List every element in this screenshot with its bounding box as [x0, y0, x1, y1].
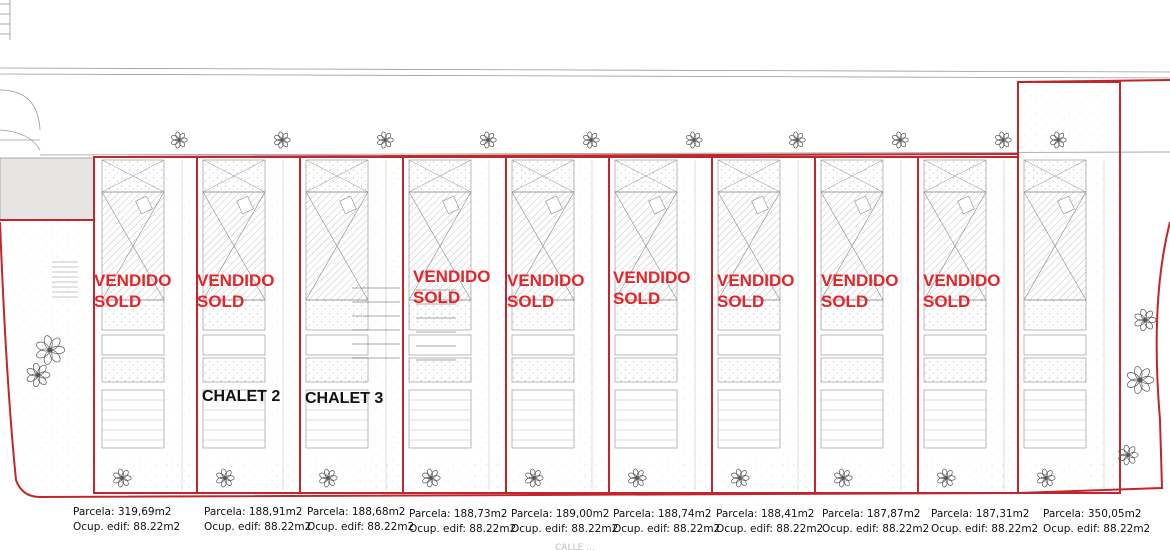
parcela-text: Parcela: 188,91m2 [204, 506, 303, 518]
parcela-text: Parcela: 188,68m2 [307, 506, 406, 518]
chalet-label: CHALET 2 [202, 388, 281, 405]
street-lines [0, 0, 1170, 155]
plot-area-label [409, 507, 516, 537]
parcela-text: Parcela: 187,87m2 [822, 508, 921, 520]
ocupacion-text: Ocup. edif: 88.22m2 [822, 523, 930, 535]
sold-label [821, 270, 898, 312]
plot-area-label [931, 507, 1038, 537]
plot-area-label [204, 505, 311, 535]
vendido-text: VENDIDO [923, 271, 1001, 290]
tree-icon [1134, 309, 1156, 332]
ocupacion-text: Ocup. edif: 88.22m2 [716, 523, 824, 535]
parcela-text: Parcela: 188,74m2 [613, 508, 712, 520]
sold-text: SOLD [507, 292, 555, 311]
parcela-text: Parcela: 189,00m2 [511, 508, 610, 520]
vendido-text: VENDIDO [613, 268, 691, 287]
sold-label [507, 270, 584, 312]
ocupacion-text: Ocup. edif: 88.22m2 [409, 523, 517, 535]
vendido-text: VENDIDO [717, 271, 795, 290]
plot-6 [609, 157, 712, 493]
street-label: CALLE ... [555, 543, 595, 550]
chalet-label: CHALET 3 [305, 390, 384, 407]
sold-text: SOLD [613, 289, 661, 308]
vendido-text: VENDIDO [413, 267, 491, 286]
tree-icon [171, 131, 188, 148]
ocupacion-text: Ocup. edif: 88.22m2 [613, 523, 721, 535]
plot-1 [94, 157, 197, 493]
sold-text: SOLD [923, 292, 971, 311]
ocupacion-text: Ocup. edif: 88.22m2 [1043, 523, 1151, 535]
sold-label [413, 266, 490, 308]
tree-icon [583, 131, 600, 148]
sold-label [717, 270, 794, 312]
plot-8 [815, 157, 918, 493]
vendido-text: VENDIDO [197, 271, 275, 290]
tree-icon [686, 131, 703, 148]
sold-text: SOLD [821, 292, 869, 311]
parcela-text: Parcela: 187,31m2 [931, 508, 1030, 520]
sold-text: SOLD [717, 292, 765, 311]
plot-7 [712, 157, 815, 493]
sold-label [923, 270, 1000, 312]
tree-icon [892, 131, 909, 148]
tree-icon [789, 131, 806, 148]
ocupacion-text: Ocup. edif: 88.22m2 [307, 521, 415, 533]
vendido-text: VENDIDO [821, 271, 899, 290]
corner-plot-garden [1020, 82, 1120, 162]
plot-area-label [307, 505, 414, 535]
plot-area-label [73, 505, 180, 535]
sold-label [197, 270, 274, 312]
sold-label [94, 270, 171, 312]
tree-icon [1126, 366, 1154, 395]
parcela-text: Parcela: 319,69m2 [73, 506, 172, 518]
plot-5 [506, 157, 609, 493]
vendido-text: VENDIDO [94, 271, 172, 290]
plot-area-label [716, 507, 823, 537]
sold-text: SOLD [94, 292, 142, 311]
sold-text: SOLD [413, 288, 461, 307]
plot-3 [300, 157, 403, 493]
parcela-text: Parcela: 188,73m2 [409, 508, 508, 520]
plot-area-label [613, 507, 720, 537]
sold-label [613, 267, 690, 309]
ocupacion-text: Ocup. edif: 88.22m2 [511, 523, 619, 535]
plot-2 [197, 157, 300, 493]
plot-area-label [511, 507, 618, 537]
ocupacion-text: Ocup. edif: 88.22m2 [204, 521, 312, 533]
plot-area-label [822, 507, 929, 537]
tree-icon [480, 131, 497, 148]
left-garden [14, 222, 92, 492]
sold-text: SOLD [197, 292, 245, 311]
ocupacion-text: Ocup. edif: 88.22m2 [931, 523, 1039, 535]
tree-icon [274, 131, 291, 148]
parcela-text: Parcela: 188,41m2 [716, 508, 815, 520]
tree-icon [377, 131, 394, 148]
tree-icon [995, 131, 1012, 148]
vendido-text: VENDIDO [507, 271, 585, 290]
plot-4 [403, 157, 506, 493]
ocupacion-text: Ocup. edif: 88.22m2 [73, 521, 181, 533]
plot-area-label [1043, 507, 1150, 537]
plot-9 [918, 157, 1018, 493]
neighbor-block [0, 158, 94, 220]
parcela-text: Parcela: 350,05m2 [1043, 508, 1142, 520]
